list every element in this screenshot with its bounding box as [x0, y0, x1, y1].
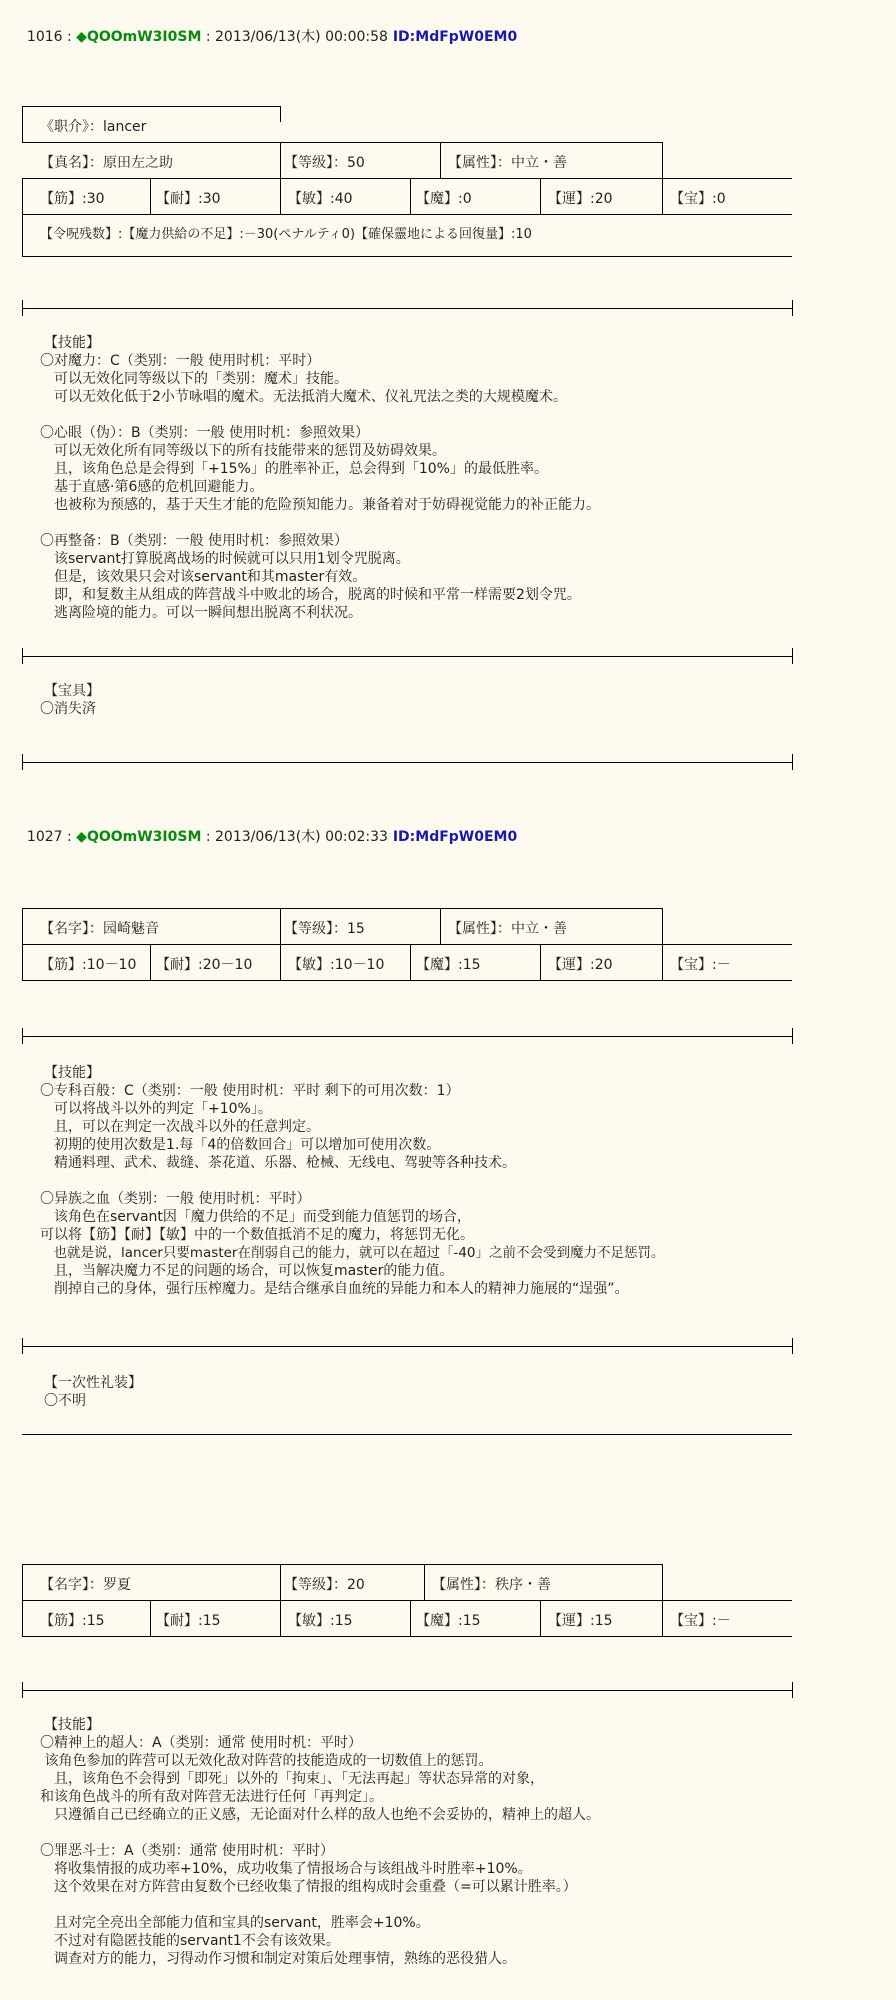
frame-line: [280, 106, 281, 122]
skill-line: 该servant打算脱离战场的时候就可以只用1划令咒脱离。: [40, 551, 410, 567]
skill-line: 但是，该效果只会对该servant和其master有效。: [40, 569, 367, 585]
np-line: 〇消失済: [40, 701, 96, 717]
frame-line: [22, 300, 23, 316]
skill-line: 〇精神上的超人：A（类别：通常 使用时机：平时）: [40, 1735, 363, 1751]
frame-line: [540, 944, 541, 980]
stat-str: 【筋】:15: [40, 1613, 105, 1629]
frame-line: [22, 1564, 23, 1600]
skill-line: 逃离险境的能力。可以一瞬间想出脱离不利状况。: [40, 605, 362, 621]
frame-line: [22, 1600, 792, 1601]
skills-title: 【技能】: [44, 335, 100, 351]
post-date: 2013/06/13(木) 00:00:58: [215, 29, 388, 45]
frame-line: [792, 754, 793, 770]
frame-line: [22, 1036, 792, 1037]
skill-line: 〇再整备：B（类别：一般 使用时机：参照效果）: [40, 533, 349, 549]
frame-line: [280, 944, 281, 980]
frame-line: [22, 648, 23, 664]
frame-line: [280, 178, 281, 214]
frame-line: [22, 308, 792, 309]
frame-line: [280, 142, 281, 178]
frame-line: [150, 1600, 151, 1636]
skills-title: 【技能】: [44, 1717, 100, 1733]
post-header: [18, 10, 517, 46]
stat-end: 【耐】:20－10: [156, 957, 253, 973]
frame-line: [22, 1636, 792, 1637]
skill-line: 可以将战斗以外的判定「+10%」。: [40, 1101, 272, 1117]
skill-line: 将收集情报的成功率+10%，成功收集了情报场合与该组战斗时胜率+10%。: [40, 1861, 532, 1877]
frame-line: [792, 648, 793, 664]
frame-line: [792, 1028, 793, 1044]
frame-line: [662, 1564, 663, 1600]
skill-line: 也就是说，lancer只要master在削弱自己的能力，就可以在超过「-40」之前不会受到魔力不足惩罚。: [40, 1245, 665, 1261]
level: 【等级】：15: [284, 921, 365, 937]
frame-line: [22, 1346, 792, 1347]
skill-line: 只遵循自己已经确立的正义感，无论面对什么样的敌人也绝不会妥协的，精神上的超人。: [40, 1807, 600, 1823]
stat-np: 【宝】:－: [670, 957, 731, 973]
skill-line: 〇对魔力：C（类别：一般 使用时机：平时）: [40, 353, 321, 369]
frame-line: [22, 754, 23, 770]
stat-str: 【筋】:30: [40, 191, 105, 207]
skill-line: 且，该角色不会得到「即死」以外的「拘束」、「无法再起」等状态异常的对象，: [40, 1771, 544, 1787]
separator: :: [201, 29, 216, 45]
stat-end: 【耐】:30: [156, 191, 221, 207]
skill-line: 这个效果在对方阵营由复数个已经收集了情报的组构成时会重叠（=可以累计胜率。）: [40, 1879, 577, 1895]
frame-line: [662, 178, 663, 214]
frame-line: [22, 178, 23, 214]
skill-line: 也被称为预感的，基于天生才能的危险预知能力。兼备着对于妨碍视觉能力的补正能力。: [40, 497, 600, 513]
frame-line: [22, 1690, 792, 1691]
char-name: 【名字】：园崎魅音: [40, 921, 159, 937]
item-title: 【一次性礼装】: [44, 1375, 142, 1391]
frame-line: [410, 944, 411, 980]
separator: :: [201, 829, 216, 845]
skill-line: 该角色参加的阵营可以无效化敌对阵营的技能造成的一切数值上的惩罚。: [40, 1753, 493, 1769]
stat-agi: 【敏】:15: [288, 1613, 353, 1629]
skills-title: 【技能】: [44, 1065, 100, 1081]
skill-line: 且对完全亮出全部能力值和宝具的servant，胜率会+10%。: [40, 1915, 430, 1931]
skill-line: 基于直感·第6感的危机回避能力。: [40, 479, 264, 495]
frame-line: [662, 908, 663, 944]
frame-line: [410, 178, 411, 214]
command-spells: 【令呪残数】:【魔力供給の不足】:－30(ペナルティ0)【確保靈地による回復量】:10: [40, 227, 532, 242]
stat-mag: 【魔】:0: [416, 191, 472, 207]
skill-line: 〇罪恶斗士：A（类别：通常 使用时机：平时）: [40, 1843, 335, 1859]
skill-line: 且，当解决魔力不足的问题的场合，可以恢复master的能力值。: [40, 1263, 454, 1279]
poster-id[interactable]: ID:MdFpW0EM0: [387, 29, 518, 45]
frame-line: [662, 142, 663, 178]
stat-mag: 【魔】:15: [416, 957, 481, 973]
frame-line: [22, 908, 23, 944]
char-name: 【名字】：罗夏: [40, 1577, 131, 1593]
skill-line: 该角色在servant因「魔力供给的不足」而受到能力值惩罚的场合，: [40, 1209, 471, 1225]
frame-line: [22, 1434, 792, 1435]
stat-mag: 【魔】:15: [416, 1613, 481, 1629]
frame-line: [424, 1564, 425, 1600]
frame-line: [22, 1028, 23, 1044]
frame-line: [22, 256, 792, 257]
frame-line: [22, 214, 792, 215]
skill-line: 即，和复数主从组成的阵营战斗中败北的场合，脱离的时候和平常一样需要2划令咒。: [40, 587, 581, 603]
alignment: 【属性】：秩序・善: [432, 1577, 551, 1593]
frame-line: [792, 1682, 793, 1698]
frame-line: [22, 1682, 23, 1698]
stat-luck: 【運】:20: [548, 191, 613, 207]
frame-line: [150, 178, 151, 214]
skill-line: 精通料理、武术、裁缝、茶花道、乐器、枪械、无线电、驾驶等各种技术。: [40, 1155, 516, 1171]
skill-line: 初期的使用次数是1.每「4的倍数回合」可以增加可使用次数。: [40, 1137, 441, 1153]
frame-line: [410, 1600, 411, 1636]
frame-line: [440, 142, 441, 178]
item-line: 〇不明: [44, 1393, 86, 1409]
stat-agi: 【敏】:40: [288, 191, 353, 207]
frame-line: [22, 106, 23, 142]
frame-line: [662, 1600, 663, 1636]
frame-line: [22, 178, 792, 179]
stat-str: 【筋】:10－10: [40, 957, 137, 973]
frame-line: [440, 908, 441, 944]
poster-name: ◆QOOmW3I0SM: [76, 29, 202, 45]
frame-line: [22, 762, 792, 763]
skill-line: 可以无效化同等级以下的「类别：魔术」技能。: [40, 371, 348, 387]
skill-line: 可以无效化所有同等级以下的所有技能带来的惩罚及妨碍效果。: [40, 443, 446, 459]
separator: :: [62, 829, 77, 845]
skill-line: 〇心眼（伪）：B（类别：一般 使用时机：参照效果）: [40, 425, 370, 441]
frame-line: [22, 908, 662, 909]
frame-line: [22, 1338, 23, 1354]
frame-line: [662, 944, 663, 980]
frame-line: [22, 1564, 662, 1565]
frame-line: [22, 1600, 23, 1636]
frame-line: [22, 656, 792, 657]
post-number[interactable]: 1016: [26, 29, 63, 45]
frame-line: [540, 178, 541, 214]
alignment: 【属性】：中立・善: [448, 155, 567, 171]
skill-line: 〇异族之血（类别：一般 使用时机：平时）: [40, 1191, 311, 1207]
frame-line: [792, 1338, 793, 1354]
true-name: 【真名】：原田左之助: [40, 155, 173, 171]
frame-line: [280, 1564, 281, 1600]
skill-line: 且，可以在判定一次战斗以外的任意判定。: [40, 1119, 320, 1135]
skill-line: 〇专科百般：C（类别：一般 使用时机：平时 剩下的可用次数：1）: [40, 1083, 460, 1099]
skill-line: 和该角色战斗的所有敌对阵营无法进行任何「再判定」。: [40, 1789, 383, 1805]
skill-line: 且，该角色总是会得到「+15%」的胜率补正，总会得到「10%」的最低胜率。: [40, 461, 548, 477]
frame-line: [22, 214, 23, 256]
level: 【等级】：20: [284, 1577, 365, 1593]
frame-line: [22, 944, 792, 945]
post-header: [18, 810, 517, 846]
frame-line: [22, 944, 23, 980]
frame-line: [792, 300, 793, 316]
alignment: 【属性】：中立・善: [448, 921, 567, 937]
stat-end: 【耐】:15: [156, 1613, 221, 1629]
frame-line: [540, 1600, 541, 1636]
level: 【等级】：50: [284, 155, 365, 171]
skill-line: 不过对有隐匿技能的servant1不会有该效果。: [40, 1933, 340, 1949]
stat-agi: 【敏】:10－10: [288, 957, 385, 973]
separator: :: [62, 29, 77, 45]
stat-np: 【宝】:－: [670, 1613, 731, 1629]
stat-luck: 【運】:15: [548, 1613, 613, 1629]
frame-line: [150, 944, 151, 980]
skill-line: 可以无效化低于2小节咏唱的魔术。无法抵消大魔术、仪礼咒法之类的大规模魔术。: [40, 389, 567, 405]
skill-line: 可以将【筋】【耐】【敏】中的一个数值抵消不足的魔力，将惩罚无化。: [40, 1227, 474, 1243]
post-date: 2013/06/13(木) 00:02:33: [215, 829, 388, 845]
skill-line: 削掉自己的身体，强行压榨魔力。是结合继承自血统的异能力和本人的精神力施展的“逞强”。: [40, 1281, 629, 1297]
frame-line: [280, 908, 281, 944]
frame-line: [280, 1600, 281, 1636]
poster-id[interactable]: ID:MdFpW0EM0: [387, 829, 518, 845]
stat-np: 【宝】:0: [670, 191, 726, 207]
frame-line: [22, 980, 792, 981]
poster-name: ◆QOOmW3I0SM: [76, 829, 202, 845]
skill-line: 调查对方的能力，习得动作习惯和制定对策后处理事情，熟练的恶役猎人。: [40, 1951, 516, 1967]
np-title: 【宝具】: [44, 683, 100, 699]
stat-luck: 【運】:20: [548, 957, 613, 973]
post-number[interactable]: 1027: [26, 829, 63, 845]
class-label: 《职介》：lancer: [40, 119, 147, 135]
frame-line: [22, 106, 280, 107]
frame-line: [22, 142, 662, 143]
